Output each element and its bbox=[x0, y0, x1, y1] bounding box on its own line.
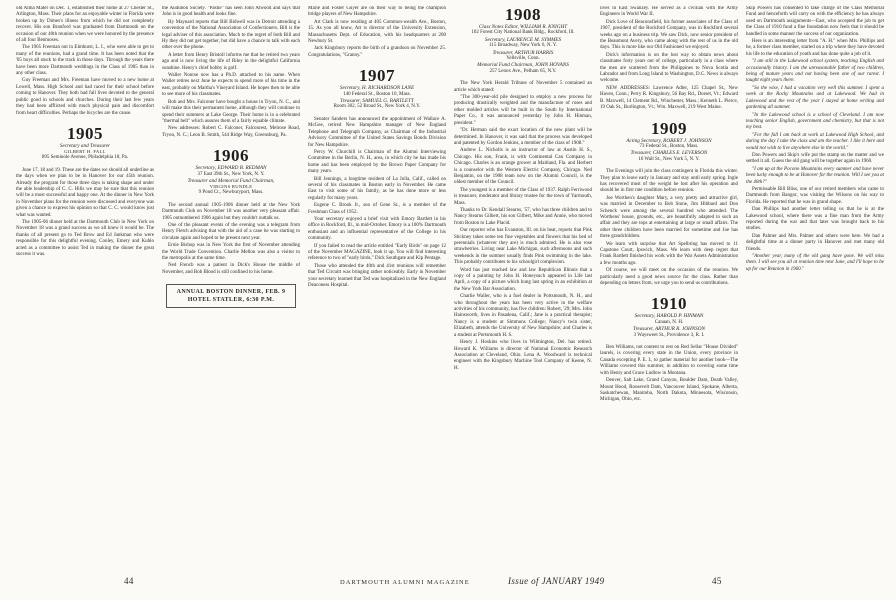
officer-role: Memorial Fund Chairman, JOHN HOVANS bbox=[477, 62, 569, 69]
officer-role: Secretary and Treasurer bbox=[59, 142, 111, 149]
officer-role: Secretary, LAURENCE M. SYMMES bbox=[484, 36, 562, 43]
column-5 bbox=[600, 6, 738, 568]
letter-excerpt: "I am still in the Lakewood school system, teaching English and occasionally history. I am the unreasonable father of two children, being of mature years and not having been one of our rarest. I taught eight years there. bbox=[746, 59, 884, 84]
magazine-name: DARTMOUTH ALUMNI MAGAZINE bbox=[340, 579, 470, 586]
class-year: 1905 bbox=[67, 123, 103, 143]
class-note: "The 300-year-old pile designed to employ a new process for producing drastically weighted and the manufacture of roses and other molded articles will be built in the South by International Paper Co., it was announced yesterday by John H. Hinman, president." bbox=[454, 95, 592, 126]
officer-address: 102 Forest City National Bank Bldg., Rockford, Ill. bbox=[471, 30, 575, 36]
letter-excerpt: "In the Lakewood school is a school of Cleveland. I am now teaching senior English, government and chemistry, but that is not my best. bbox=[746, 112, 884, 131]
class-note: June 17, 18 and 19. These are the dates we should all underline as the days when we plan to be in Hanover for our 45th reunion. Already the program for those three days is taking shape and under the able leadership of C. C. Hills we may be sure that this reunion will be a most successful and happy one. At the dinner in New York in November plans for the reunion were discussed and everyone was given a chance to express his opinion so that C. C. would know just what was wanted. bbox=[16, 167, 154, 218]
class-note: Guy Freeman and Mrs. Freeman have moved to a new home at Lowell, Mass. High School and had raced for their school before coming to Hanover. They both had fall lives devoted to the general public good in schools and churches. During their last few years they had been afflicted with much physical pain and discomfort from heart difficulties. Perhaps the bicycles are the cause. bbox=[16, 78, 154, 116]
class-note: Word has just reached law and law Republican Illinois that a copy of a painting by John H. Honeysuch appeared in Life last April, a copy of a picture which hung last spring in an exhibition at the New York Bar Association. bbox=[454, 267, 592, 292]
officer-address: Room 302, 52 Broad St., New York 4, N.Y. bbox=[333, 104, 421, 110]
class-note: Our reporter who has Evanston, Ill. on his beat, reports that Pink Stickney takes some ten fine vegetables and flowers that his bed of perennials (whatever they are) is much admired. He is also rose strawberries. Living near Lake Michigan, such afternoons and such weekends in the summer usually finds Pink swimming in the lake. This probably contributes to his schoolgirl complexion. bbox=[454, 228, 592, 266]
class-note: Dan Phillips had another letter telling us that he is at the Lakewood school, where there was a fine man from the Army reported during the war and that later was brought back to his studies. bbox=[746, 207, 884, 232]
officer-role: Treasurer, CHARLES E. LEVERSON bbox=[630, 150, 708, 157]
class-note: Marie and Foster Guyer are on their way to being the champion bridge players of New Hampshire. bbox=[308, 6, 446, 18]
officer-name: GILBERT H. FALL bbox=[64, 149, 106, 155]
class-note: One of the pleasant events of the evening was a telegram from Henry Fletch advising that with the aid of a cane he was starting to circulate again and hoped to be present next year. bbox=[162, 222, 300, 241]
class-note: Eugene C. Brook Jr., son of Gene Sr., is a member of the Freshman Class of 1952. bbox=[308, 203, 446, 215]
officer-address: 9 Pond Ct., Newburyport, Mass. bbox=[198, 190, 264, 196]
class-note: The 1905 Freeman out in Elmhurst, L. I., who were able to get to many of the reunions, had a grand time. It has been noted that the '05 boys all stuck to the track in those days. Through the years there have been more Dartmouth weddings in the Class of 1905 than in any other class. bbox=[16, 45, 154, 77]
officer-role: Class Notes Editor, WILLIAM R. KNIGHT bbox=[478, 24, 568, 30]
column-2 bbox=[162, 6, 300, 568]
class-heading-1910 bbox=[600, 295, 738, 339]
class-note: Waller Nourse now has a Ph.D. attached to his name. When Waller retires next June he expects to spend more of his time in the east, probably on Martha's Vineyard Island. He hopes then to be able to see more of his classmates. bbox=[162, 73, 300, 98]
column-3 bbox=[308, 6, 446, 568]
officer-role: Secretary, EDWARD B. REDMAN bbox=[195, 165, 267, 172]
class-note: Don Powers and Skip's wife put the stamp on the matter and we settled it all. Guess the old gang will be together again in 1960. bbox=[746, 152, 884, 165]
officer-role: Treasurer and Memorial Fund Chairman, bbox=[187, 177, 275, 184]
officer-role: Treasurer, SAMUEL G. BARTLETT bbox=[340, 98, 414, 105]
class-note: Art Clark is now residing at 405 Common-wealth Ave., Boston, 15. As you all know, Art is director of the University Extension, Massachusetts Dept. of Education, with his headquarters at 200 Newbury St. bbox=[308, 19, 446, 45]
officer-role: Secretary, H. RICHARDSON LANE bbox=[339, 85, 415, 92]
class-note: "Dr. Herman said the exact location of the new plant will be determined. In Hanover, it was said that the process was developed and patented by Gordon Jenkins, a member of the class of 1908." bbox=[454, 128, 592, 146]
notice-line: HOTEL STATLER, 6:30 P.M. bbox=[187, 297, 275, 304]
class-note: Ben Williams, not content to rest on Red Sellar "House Divided" laurels, is covering every state in the Union, every province in Canada excepting P. E. I., to gather material for another book—The Williams covered this summer, in addition to covering some time with Henry and Grace Ludlow in Montana. bbox=[600, 345, 738, 376]
officer-role: Treasurer, ARTHUR R. JOHNSON bbox=[632, 326, 705, 333]
left-page-number: 44 bbox=[124, 576, 134, 586]
officer-address: 140 Federal St., Boston 10, Mass. bbox=[343, 91, 411, 97]
class-note: The youngest is a member of the Class of 1937. Ralph Ferriwood is treasurer, moderator and library trustee for the town of Yarmouth, Mass. bbox=[454, 187, 592, 206]
class-year: 1906 bbox=[213, 146, 249, 166]
class-note: The New York Herald Tribune of November 5 contained an article which stated: bbox=[454, 81, 592, 93]
class-note: New addresses: Robert C. Falconer, Falconrest, Melrose Road, Tryon, N. C.; Leon B. Smith, 544 Ridge Way, Greensburg, Pa. bbox=[162, 126, 300, 138]
class-note: old Alma Mater on Dec. 1, established their home at 27 Chester St., Arlington, Mass. Their plans for an enjoyable winter in Florida were broken up by Dimes's illness from which he did not completely recover. His son Branford was graduated from Dartmouth on the occasion of our 40th reunion when we were honored by the presence of all four Benmoses. bbox=[16, 6, 154, 44]
column-1 bbox=[16, 6, 154, 568]
class-note: lives in East Swanzey. He served as a civilian with the Army Engineers in World War II. bbox=[600, 6, 738, 18]
class-year: 1910 bbox=[651, 294, 687, 314]
class-heading-1905 bbox=[16, 125, 154, 162]
issue-date: Issue of JANUARY 1949 bbox=[508, 576, 605, 586]
class-note: A letter from Henry Bristoll informs me that he retired two years ago and is now living the life of Riley in the delightful California sunshine. Henry's chief hobby is golf. bbox=[162, 52, 300, 71]
class-note: Dick's information is on the lost way to obtain news about classmates forty years out of college, particularly in a class where the men are scattered from the Philippines to Nova Scotia and Labrador and from Long Island to Washington, D.C. News is always welcome. bbox=[600, 52, 738, 84]
class-note: Skip Powers has consented to take charge of the Class Memorial Fund and henceforth will carry on with the efficiency he has always used on Dartmouth assignments—East, who accepted the job to get the Class of 1910 fund a fine foundation now feels that it should be handled in some manner the success of our organization. bbox=[746, 6, 884, 37]
class-year: 1909 bbox=[651, 118, 687, 138]
class-note: Hy Maynard reports that Bill Bidwell was in Detroit attending a convention of the National Association of Confectioners. Bill is the legal adviser of this association. Much to the regret of both Bill and Hy they did not get together, but did have a chance to talk with each other over the phone. bbox=[162, 19, 300, 51]
class-note: Of course, we will meet on the occasion of the reunion. We particularly need a good news source for the class. Rather than depending on letters from, we urge you to send us contributions. bbox=[600, 268, 738, 287]
letter-excerpt: "I am up at the Pocono Mountains every summer and have never been lucky enough to be at Hanover for the reunion. Will I see you at the 40th?" bbox=[746, 166, 884, 185]
column-6 bbox=[746, 6, 884, 568]
column-4 bbox=[454, 6, 592, 568]
officer-address: 895 Seminole Avenue, Philadelphia 18, Pa. bbox=[41, 155, 129, 161]
class-note: Ernie Bishop was in New York the first of November attending the World Trade Convention. Charlie Mellon was also a visitor to the metropolis at the same time. bbox=[162, 243, 300, 261]
class-note: Senator Sanders has announced the appointment of Wallace A. McGee, retired New Hampshire manager of New England Telephone and Telegraph Company, as Chairman of the Industrial Advisory Committee of the United States Savings Bonds Division for New Hampshire. bbox=[308, 116, 446, 148]
class-note: Joe Worthen's daughter Mary, a very pretty and attractive girl, was married in December to Bob Stone, Jim Hibbard and Don Schenck were among the several hundred who attended. The Worthens' house, grounds, etc., are beautifully adapted to such an affair and they are tops at entertaining at large or small affairs. The other three children have been married for sometime and Joe has three grandchildren. bbox=[600, 195, 738, 240]
class-note: We learn with surprise that Art Spelbring has moved to 11 Capstone Court, Ipswich, Mass. We learn with deep regret that Frank Bartlett finished his work with the War Assets Administration a few months ago. bbox=[600, 241, 738, 266]
class-note: Ned French was a patient in Dick's House the middle of November, and Bob Blood is still confined to his home. bbox=[162, 263, 300, 275]
class-note: The 1905-06 dinner held at the Dartmouth Club in New York on November 18 was a grand success as we all knew it would be. The thanks of all present go to Ted Brow and Ed Jankman who were responsible for this delightful evening. Conley, Emery and Kuhlo acted as a committee to assist Ted in making the dinner the great success it was. bbox=[16, 219, 154, 257]
notice-line: ANNUAL BOSTON DINNER, FEB. 9 bbox=[176, 289, 286, 296]
class-heading-1909 bbox=[600, 120, 738, 164]
letter-excerpt: "For the fall I am back at work at Lakewood High School, and during the day I take the class and am the teacher. I like it here and would not wish to live anywhere else in the world." bbox=[746, 132, 884, 151]
class-note: The second annual 1905-1906 dinner held at the New York Dartmouth Club on November 18 was another very pleasant affair. 1905 outnumbered 1906 again but they couldn't outtalk us. bbox=[162, 202, 300, 221]
officer-address: 73 Federal St., Boston, Mass. bbox=[639, 143, 699, 149]
officer-address: 37 East 39th St., New York, N. Y. bbox=[197, 171, 265, 177]
class-note: Your secretary enjoyed a brief visit with Emory Bartlett in his office in Rockford, Ill., in mid-October. Emory is a 100% Dartmouth enthusiast and an influential representative of the College in his community. bbox=[308, 216, 446, 242]
class-note: Charlie Waller, who is a fuel dealer in Portsmouth, N. H., and who throughout the years has been very active in the welfare activities of his community, has five children: Robert, '29; Mrs. John Hainsworth, lives in Pasadena, Calif.; Jane is a practical therapist; Nancy is a student at Simmons College; Nancy's twin sister, Elizabeth, attends the University of New Hampshire; and Charles is a student at Portsmouth H. S. bbox=[454, 294, 592, 338]
letter-excerpt: "So the wise, I had a vacation very well this summer. I spent a week at the Rocky Mountains and at Lakewood. We had in Lakewood and the rest of the year I stayed at home writing and gardening all summer. bbox=[746, 85, 884, 111]
officer-address: 257 Lenox Ave., Pelham 65, N.Y. bbox=[489, 68, 557, 74]
officer-name: VIRGINS RUNDLE bbox=[209, 184, 253, 190]
right-page-number: 45 bbox=[712, 576, 722, 586]
class-heading-1907 bbox=[308, 67, 446, 111]
class-note: Dan Palmer and Mrs. Palmer and others were here. We had a delightful time at a dinner party in Hanover and met many old friends. bbox=[746, 233, 884, 252]
class-year: 1908 bbox=[505, 6, 541, 24]
class-note: Those who attended the 40th and 41st reunions will remember that Ted Circuitt was bringing rather noticeably. Early in November your secretary learned that Ted was hospitalized in the New England Deaconess Hospital. bbox=[308, 263, 446, 289]
class-note: NEW ADDRESSES: Lawrence Adler, 125 Chapel St., New Haven, Conn.; Perry R. Kingsbury, 56 Bay Rd., Dorset, Vt.; Edward B. Maxwell, 14 Clement Rd., Winchester, Mass.; Kenneth L. Pierce, 19 Oak St., Burlington, Vt.; Wm. Maxwell, 219 West Maine. bbox=[600, 85, 738, 111]
officer-address: 16 Wall St., New York 5, N. Y. bbox=[638, 156, 700, 162]
class-note: Denver, Salt Lake, Grand Canyon, Boulder Dam, Death Valley, Mount Hood, Roosevelt Dam, Vancouver Island, Spokane, Alberta, Saskatchewan, Manitoba, North Dakota, Minnesota, Wisconsin, Michigan, Ohio, etc. bbox=[600, 378, 738, 403]
officer-address: 115 Broadway, New York 6, N. Y. bbox=[489, 43, 557, 49]
class-heading-1906 bbox=[162, 147, 300, 197]
class-note: If you failed to read the article entitled "Early Birds" on page 12 of the November MAGAZINE, look it up. You will find interesting reference to two of "early birds," Dick Southgate and Kip Pentage. bbox=[308, 243, 446, 262]
officer-role: Secretary, HAROLD P. HINMAN bbox=[634, 313, 704, 320]
class-note: the Audubon Society. "Pastie" has seen John Atwood and says that John is in good health and looks fine. bbox=[162, 6, 300, 18]
class-heading-1908 bbox=[454, 6, 592, 75]
class-year: 1907 bbox=[359, 66, 395, 86]
class-note: Percy W. Churchill is Chairman of the Alumni Interviewing Committee in the Berlin, N. H., area, in which city he has made his home and has been employed by the Brown Paper Company for many years. bbox=[308, 149, 446, 175]
officer-address: Canaan, N. H. bbox=[654, 319, 684, 325]
letter-excerpt: "Another year, many of the old gang have gone. We will miss them. I will see you all at reunion time next June, and I'll hope to be up for our Reunion in 1960." bbox=[746, 254, 884, 272]
class-note: Bob and Mrs. Falconer have bought a house in Tryon, N. C., and will make this their permanent home, although they will continue to spend their summers at Lake George. Their home is in a celebrated "thermal belt" which assures them of a fairly equable climate. bbox=[162, 99, 300, 124]
officer-role: Treasurer, ARTHUR HARRIS bbox=[492, 49, 554, 56]
class-note: Andrew L. Nicholls is an instructor of law at Austin H. S., Chicago. His son, Frank, is with Continental Can Company in Chicago. Charles is an orange grower at Maitland, Fla. and Herbert is a counselor with the Western Electric Company, Chicago. Ned Benjamin, on the 1908 team now on the Alumni Council, is the oldest member of the Council. bbox=[454, 148, 592, 186]
officer-role: Acting Secretary, ROBERT J. JOHNSON bbox=[626, 137, 712, 144]
class-note: The Evenings will join the class contingent in Florida this winter. They plan to leave early in January and stay until early spring. Ingle has recovered most of the weight he lost after his operation and should be in first rate condition before reunion. bbox=[600, 169, 738, 194]
officer-address: 3 Waysweet St., Providence 3, R. I. bbox=[633, 332, 705, 338]
class-note: Bill Jennings, a longtime resident of La Jolla, Calif., called on several of his classmates in Boston early in November. He came East to visit some of his family, as he has done more or less regularly for many years. bbox=[308, 176, 446, 201]
class-note: Henry J. Hoskins who lives in Wilmington, Del. has retired. Howard K. Williams is director of National Economic Research Association at Cleveland, Ohio. Lena A. Woodward is technical engineer with the Kingsbury Machine Tool Company of Keene, N. H. bbox=[454, 340, 592, 371]
dinner-notice-box bbox=[166, 284, 296, 308]
class-note: Thanks to Dr. Kendall Stearns, '57, who has three children and to Nancy Stearns Gilbert, his son Gilbert, Mike and Annie, who moved from Boston to Lake Placid. bbox=[454, 207, 592, 226]
class-note: Here is an interesting letter from "A. H." when Mrs. Phillips and he, a former class member, started on a trip where they have devoted his life to the education of youth and has done quite a job of it. bbox=[746, 39, 884, 57]
officer-address: Yellsville, Conn. bbox=[506, 56, 540, 62]
class-note: Jack Kingsbury reports the birth of a grandson on November 25. Congratulations, "Granny." bbox=[308, 46, 446, 58]
class-note: Dick Love of Beaconsfield, his former associates of the Class of 1907, president of the Rockford Company, was in Rockford several weeks ago on a business trip. We saw Dick, now senior president of the Beaumont Avery, who came along with the rest of us in the old days. This is more like our Old Fashioned we enjoyed. bbox=[600, 19, 738, 51]
class-note: Permissable Bill Bliss, one of our retired members who came to Dartmouth from Bangor, was visiting the Wilsons on his way to Florida. He reported that he was in grand shape. bbox=[746, 186, 884, 205]
